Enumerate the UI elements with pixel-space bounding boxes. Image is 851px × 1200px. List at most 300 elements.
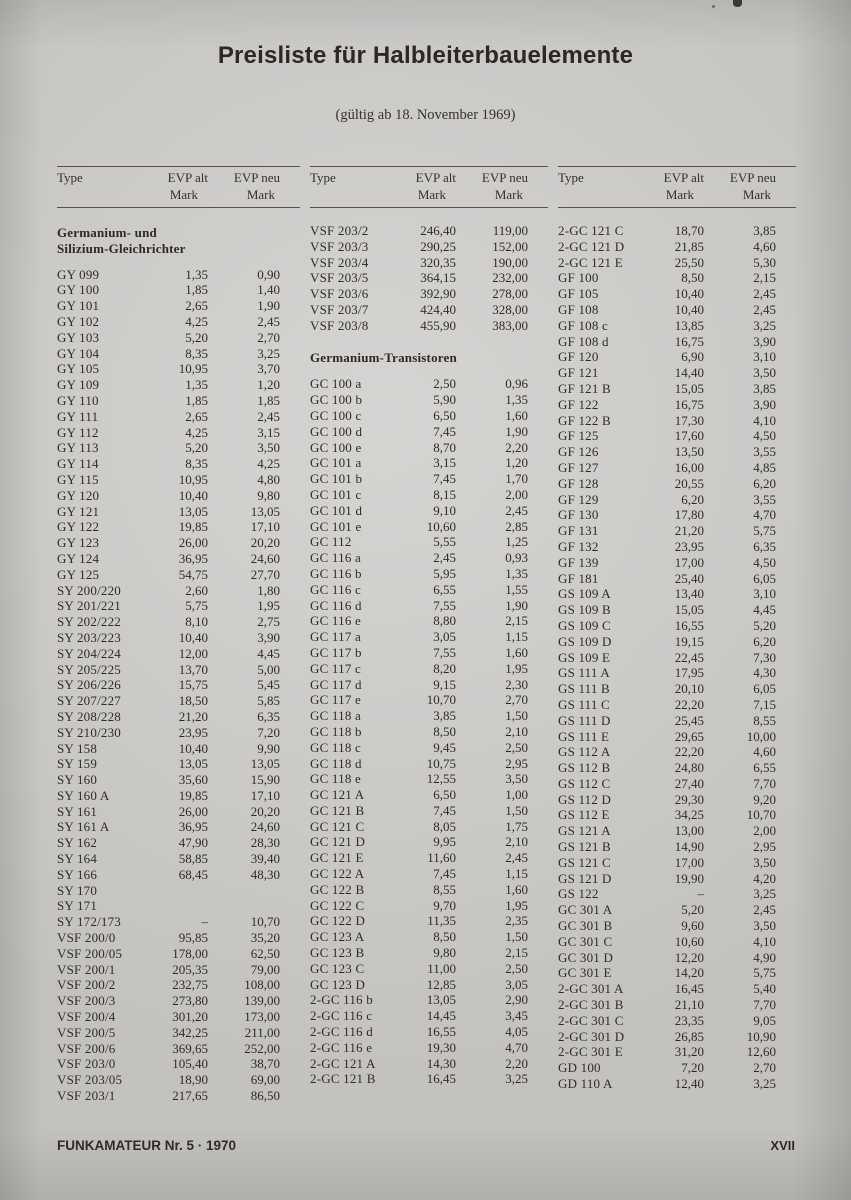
evp-alt-cell: 36,95	[178, 550, 208, 566]
price-column	[558, 166, 796, 1092]
page-title: Preisliste für Halbleiterbauelemente	[217, 42, 634, 69]
table-row	[310, 787, 548, 803]
evp-alt-cell: 369,65	[172, 1040, 208, 1056]
type-cell: GF 126	[558, 444, 599, 460]
type-cell: SY 201/221	[57, 598, 121, 614]
evp-neu-cell: 4,20	[753, 870, 776, 886]
evp-neu-cell: 3,85	[753, 223, 776, 238]
evp-alt-cell: 26,00	[178, 803, 208, 819]
evp-neu-cell: 3,25	[505, 1071, 528, 1087]
table-row	[310, 598, 548, 614]
evp-neu-cell: 4,85	[753, 459, 776, 475]
table-row	[57, 630, 300, 646]
type-cell: SY 207/227	[57, 693, 121, 709]
table-row	[310, 424, 548, 440]
table-row	[310, 550, 548, 566]
evp-neu-cell: 278,00	[492, 286, 528, 302]
evp-alt-cell: 10,75	[426, 755, 456, 771]
table-row	[558, 902, 796, 918]
type-cell: GC 123 A	[310, 929, 365, 945]
type-cell: SY 164	[57, 851, 98, 867]
evp-alt-cell: 21,85	[674, 238, 704, 254]
type-cell: GC 101 a	[310, 455, 362, 471]
evp-alt-cell: 95,85	[178, 930, 208, 946]
evp-neu-cell: 6,55	[753, 760, 776, 776]
table-row	[57, 898, 300, 914]
type-cell: VSF 200/2	[57, 977, 116, 993]
evp-alt-cell: 15,05	[674, 380, 704, 396]
evp-alt-cell: 15,75	[178, 677, 208, 693]
evp-alt-cell: 6,90	[681, 349, 704, 365]
evp-alt-cell: 9,80	[433, 945, 456, 961]
table-row	[558, 823, 796, 839]
evp-alt-cell: 10,40	[674, 286, 704, 302]
evp-neu-cell: 9,20	[753, 791, 776, 807]
table-row	[57, 488, 300, 504]
type-cell: SY 210/230	[57, 724, 121, 740]
evp-alt-cell: 424,40	[420, 301, 456, 317]
table-row	[57, 282, 300, 298]
evp-alt-cell: 23,35	[674, 1012, 704, 1028]
table-row	[57, 377, 300, 393]
table-row	[310, 692, 548, 708]
evp-neu-cell: 4,50	[753, 554, 776, 570]
table-row	[558, 413, 796, 429]
header-unit-neu: Mark	[742, 186, 771, 202]
evp-alt-cell: 29,65	[674, 728, 704, 744]
evp-alt-cell: 17,00	[674, 554, 704, 570]
type-cell: SY 166	[57, 866, 98, 882]
type-cell: SY 161	[57, 803, 98, 819]
evp-neu-cell: 2,90	[505, 992, 528, 1008]
table-row	[57, 835, 300, 851]
evp-neu-cell: 4,50	[753, 428, 776, 444]
type-cell: 2-GC 116 c	[310, 1008, 373, 1024]
evp-neu-cell: 328,00	[492, 301, 528, 317]
table-row	[310, 803, 548, 819]
type-cell: SY 205/225	[57, 661, 121, 677]
evp-neu-cell: 1,15	[505, 629, 528, 645]
type-cell: VSF 200/1	[57, 961, 116, 977]
evp-neu-cell: 1,90	[505, 597, 528, 613]
evp-alt-cell: 13,40	[674, 586, 704, 602]
table-row	[558, 334, 796, 350]
type-cell: 2-GC 116 e	[310, 1039, 373, 1055]
evp-neu-cell: 3,50	[257, 440, 280, 456]
evp-alt-cell: 10,95	[178, 361, 208, 377]
evp-alt-cell: 15,05	[674, 602, 704, 618]
table-row	[310, 255, 548, 271]
evp-neu-cell: 152,00	[492, 238, 528, 254]
evp-neu-cell: 6,35	[753, 538, 776, 554]
column-header	[310, 166, 548, 208]
evp-alt-cell: 392,90	[420, 286, 456, 302]
evp-neu-cell: 2,85	[505, 518, 528, 534]
type-cell: GF 132	[558, 538, 599, 554]
evp-alt-cell: 9,45	[433, 739, 456, 755]
type-cell: 2-GC 301 C	[558, 1012, 624, 1028]
table-row	[310, 898, 548, 914]
table-row	[310, 519, 548, 535]
type-cell: GF 108	[558, 301, 599, 317]
evp-neu-cell: 17,10	[250, 787, 280, 803]
evp-neu-cell: 1,60	[505, 881, 528, 897]
evp-alt-cell: 16,00	[674, 459, 704, 475]
type-cell: GC 123 B	[310, 945, 365, 961]
type-cell: GF 139	[558, 554, 599, 570]
evp-neu-cell: 20,20	[250, 535, 280, 551]
type-cell: GF 100	[558, 270, 599, 286]
evp-alt-cell: 205,35	[172, 961, 208, 977]
evp-alt-cell: 10,60	[426, 518, 456, 534]
type-cell: GC 101 d	[310, 502, 363, 518]
evp-alt-cell: 18,70	[674, 223, 704, 238]
evp-alt-cell: 7,45	[433, 423, 456, 439]
table-row	[558, 318, 796, 334]
table-row	[57, 867, 300, 883]
table-row	[57, 535, 300, 551]
evp-neu-cell: 7,30	[753, 649, 776, 665]
table-row	[558, 507, 796, 523]
evp-neu-cell: 119,00	[492, 223, 528, 238]
table-row	[558, 792, 796, 808]
table-row	[558, 523, 796, 539]
evp-alt-cell: 5,90	[433, 392, 456, 408]
evp-neu-cell: 3,85	[753, 380, 776, 396]
evp-alt-cell: 6,50	[433, 787, 456, 803]
table-row	[57, 1025, 300, 1041]
type-cell: GC 121 C	[310, 818, 365, 834]
table-row	[57, 583, 300, 599]
evp-neu-cell: 4,30	[753, 665, 776, 681]
table-row	[57, 440, 300, 456]
evp-neu-cell: 1,40	[257, 282, 280, 298]
evp-neu-cell: 1,00	[505, 787, 528, 803]
table-row	[310, 408, 548, 424]
type-cell: GC 122 B	[310, 881, 365, 897]
evp-neu-cell: 48,30	[250, 866, 280, 882]
table-row	[558, 302, 796, 318]
evp-alt-cell: 20,10	[674, 681, 704, 697]
header-evp-neu: EVP neu	[729, 170, 776, 185]
evp-alt-cell: 31,20	[674, 1044, 704, 1060]
type-cell: GC 101 c	[310, 486, 362, 502]
evp-neu-cell: 1,60	[505, 644, 528, 660]
type-cell: GC 117 c	[310, 660, 361, 676]
column-header	[558, 166, 796, 208]
type-cell: GC 100 b	[310, 392, 363, 408]
type-cell: 2-GC 301 A	[558, 981, 624, 997]
table-row	[57, 614, 300, 630]
table-row	[558, 965, 796, 981]
table-row	[57, 1009, 300, 1025]
evp-neu-cell: 35,20	[250, 930, 280, 946]
evp-neu-cell: 5,85	[257, 693, 280, 709]
type-cell: GC 301 D	[558, 949, 614, 965]
header-evp-alt: EVP alt	[167, 170, 208, 185]
table-row	[310, 961, 548, 977]
evp-alt-cell: 21,20	[178, 708, 208, 724]
evp-alt-cell: 246,40	[420, 223, 456, 238]
evp-neu-cell: 2,95	[753, 839, 776, 855]
evp-neu-cell: 1,85	[257, 392, 280, 408]
evp-neu-cell: 5,40	[753, 981, 776, 997]
table-row	[57, 693, 300, 709]
type-cell: GC 116 b	[310, 565, 362, 581]
type-cell: GS 109 A	[558, 586, 611, 602]
type-cell: GY 099	[57, 266, 100, 282]
evp-neu-cell: 1,15	[505, 866, 528, 882]
table-row	[558, 618, 796, 634]
table-row	[558, 744, 796, 760]
evp-alt-cell: 2,60	[185, 582, 208, 598]
table-row	[57, 504, 300, 520]
evp-neu-cell: 2,20	[505, 1055, 528, 1071]
evp-alt-cell: 13,05	[426, 992, 456, 1008]
table-row	[558, 586, 796, 602]
evp-alt-cell: 12,20	[674, 949, 704, 965]
evp-neu-cell: 3,50	[505, 771, 528, 787]
evp-neu-cell: 2,45	[505, 850, 528, 866]
evp-alt-cell: 14,45	[426, 1008, 456, 1024]
table-row	[558, 460, 796, 476]
type-cell: GC 100 c	[310, 407, 362, 423]
table-row	[558, 918, 796, 934]
type-cell: GF 125	[558, 428, 599, 444]
type-cell: 2-GC 121 C	[558, 223, 624, 238]
evp-alt-cell: 11,00	[427, 960, 456, 976]
type-cell: GS 111 E	[558, 728, 610, 744]
evp-neu-cell: 3,90	[753, 396, 776, 412]
table-row	[57, 519, 300, 535]
table-row	[558, 286, 796, 302]
evp-neu-cell: 1,20	[505, 455, 528, 471]
type-cell: GC 301 E	[558, 965, 612, 981]
evp-neu-cell: 7,20	[257, 724, 280, 740]
table-row	[57, 819, 300, 835]
evp-alt-cell: –	[697, 886, 704, 902]
type-cell: SY 206/226	[57, 677, 121, 693]
evp-neu-cell: 27,70	[250, 566, 280, 582]
type-cell: GS 112 D	[558, 791, 612, 807]
type-cell: GS 109 B	[558, 602, 611, 618]
header-unit-neu: Mark	[494, 186, 523, 202]
type-cell: VSF 203/6	[310, 286, 369, 302]
evp-alt-cell: 9,95	[433, 834, 456, 850]
evp-neu-cell: 10,70	[250, 914, 280, 930]
type-cell: SY 161 A	[57, 819, 110, 835]
table-row	[558, 934, 796, 950]
evp-alt-cell: 1,85	[185, 282, 208, 298]
evp-alt-cell: 17,00	[674, 854, 704, 870]
type-cell: VSF 203/5	[310, 270, 369, 286]
evp-neu-cell: 6,20	[753, 475, 776, 491]
table-row	[57, 1041, 300, 1057]
table-row	[310, 318, 548, 334]
table-row	[558, 492, 796, 508]
type-cell: GY 114	[57, 456, 99, 472]
type-cell: VSF 200/0	[57, 930, 116, 946]
column-header	[57, 166, 300, 208]
header-unit-neu: Mark	[246, 186, 275, 202]
evp-alt-cell: 29,30	[674, 791, 704, 807]
type-cell: 2-GC 121 D	[558, 238, 625, 254]
evp-alt-cell: 16,55	[674, 617, 704, 633]
type-cell: GC 121 E	[310, 850, 364, 866]
evp-neu-cell: 15,90	[250, 772, 280, 788]
evp-alt-cell: 17,95	[674, 665, 704, 681]
table-row	[558, 476, 796, 492]
table-row	[57, 804, 300, 820]
type-cell: SY 159	[57, 756, 98, 772]
evp-neu-cell: 1,95	[257, 598, 280, 614]
type-cell: GD 100	[558, 1060, 601, 1076]
table-row	[558, 428, 796, 444]
table-row	[310, 613, 548, 629]
type-cell: GC 117 e	[310, 692, 361, 708]
evp-alt-cell: 13,70	[178, 661, 208, 677]
type-cell: GS 121 D	[558, 870, 612, 886]
evp-alt-cell: 3,85	[433, 708, 456, 724]
table-row	[558, 776, 796, 792]
evp-neu-cell: 2,45	[753, 902, 776, 918]
evp-alt-cell: 19,85	[178, 787, 208, 803]
evp-neu-cell: 24,60	[250, 550, 280, 566]
table-row	[558, 665, 796, 681]
evp-neu-cell: 7,15	[753, 696, 776, 712]
evp-neu-cell: 2,45	[505, 502, 528, 518]
evp-alt-cell: 22,45	[674, 649, 704, 665]
evp-neu-cell: 4,60	[753, 238, 776, 254]
table-row	[57, 551, 300, 567]
table-row	[558, 855, 796, 871]
type-cell: 2-GC 301 B	[558, 997, 624, 1013]
table-row	[310, 819, 548, 835]
section-title: Germanium- und Silizium-Gleichrichter	[57, 225, 186, 256]
evp-alt-cell: 10,95	[178, 471, 208, 487]
table-row	[558, 1044, 796, 1060]
evp-neu-cell: 2,15	[753, 270, 776, 286]
evp-neu-cell: 1,35	[505, 392, 528, 408]
table-row	[558, 729, 796, 745]
type-cell: GF 105	[558, 286, 599, 302]
evp-neu-cell: 62,50	[250, 945, 280, 961]
table-row	[310, 945, 548, 961]
type-cell: VSF 203/0	[57, 1056, 116, 1072]
table-row	[57, 741, 300, 757]
evp-neu-cell: 1,90	[257, 298, 280, 314]
evp-alt-cell: 16,55	[426, 1024, 456, 1040]
evp-alt-cell: 301,20	[172, 1009, 208, 1025]
evp-neu-cell: 383,00	[492, 317, 528, 333]
evp-neu-cell: 4,25	[257, 456, 280, 472]
type-cell: GC 301 A	[558, 902, 613, 918]
columns	[57, 166, 796, 1104]
type-cell: GF 129	[558, 491, 599, 507]
table-row	[310, 270, 548, 286]
type-cell: VSF 203/2	[310, 223, 369, 238]
header-evp-neu: EVP neu	[233, 170, 280, 185]
evp-alt-cell: 13,05	[178, 503, 208, 519]
evp-alt-cell: 7,45	[433, 802, 456, 818]
type-cell: GS 109 D	[558, 633, 612, 649]
evp-alt-cell: 10,40	[178, 487, 208, 503]
evp-neu-cell: 3,10	[753, 349, 776, 365]
type-cell: GF 108 d	[558, 333, 609, 349]
evp-alt-cell: 14,20	[674, 965, 704, 981]
type-cell: GC 117 a	[310, 629, 361, 645]
type-cell: GS 122	[558, 886, 599, 902]
table-row	[310, 534, 548, 550]
type-cell: GC 116 d	[310, 597, 362, 613]
table-row	[310, 286, 548, 302]
evp-neu-cell: 2,10	[505, 723, 528, 739]
type-cell: VSF 203/7	[310, 301, 369, 317]
evp-neu-cell: 2,70	[505, 692, 528, 708]
table-row	[57, 1056, 300, 1072]
table-row	[57, 456, 300, 472]
header-spacer	[310, 187, 374, 204]
evp-alt-cell: 13,00	[674, 823, 704, 839]
type-cell: GF 121 B	[558, 380, 611, 396]
header-spacer	[558, 187, 622, 204]
evp-neu-cell: 1,60	[505, 407, 528, 423]
evp-neu-cell: 108,00	[244, 977, 280, 993]
evp-alt-cell: 35,60	[178, 772, 208, 788]
type-cell: GS 111 A	[558, 665, 610, 681]
evp-neu-cell: 3,45	[505, 1008, 528, 1024]
evp-neu-cell: 3,50	[753, 365, 776, 381]
evp-neu-cell: 2,15	[505, 613, 528, 629]
table-row	[310, 392, 548, 408]
evp-alt-cell	[136, 883, 208, 899]
evp-neu-cell: 9,80	[257, 487, 280, 503]
evp-alt-cell: 364,15	[420, 270, 456, 286]
evp-neu-cell: 1,35	[505, 565, 528, 581]
evp-neu-cell: 1,50	[505, 708, 528, 724]
evp-alt-cell: 7,45	[433, 471, 456, 487]
evp-neu-cell: 1,80	[257, 582, 280, 598]
evp-neu-cell: 17,10	[250, 519, 280, 535]
type-cell: GC 118 b	[310, 723, 362, 739]
table-row	[558, 397, 796, 413]
type-cell: GC 122 A	[310, 866, 365, 882]
evp-alt-cell: 11,35	[427, 913, 456, 929]
evp-neu-cell: 2,70	[753, 1060, 776, 1076]
evp-alt-cell: 320,35	[420, 254, 456, 270]
table-row	[57, 298, 300, 314]
evp-neu-cell: 38,70	[250, 1056, 280, 1072]
evp-alt-cell: 8,15	[433, 486, 456, 502]
table-row	[57, 361, 300, 377]
table-row	[57, 725, 300, 741]
evp-neu-cell: 173,00	[244, 1009, 280, 1025]
table-row	[558, 365, 796, 381]
type-cell: GS 121 C	[558, 854, 611, 870]
evp-alt-cell: 34,25	[674, 807, 704, 823]
type-cell: SY 160	[57, 772, 98, 788]
header-unit-alt: Mark	[169, 186, 198, 202]
table-row	[57, 962, 300, 978]
table-row	[310, 566, 548, 582]
evp-neu-cell: 139,00	[244, 993, 280, 1009]
evp-neu-cell: 1,75	[505, 818, 528, 834]
evp-neu-cell: 3,05	[505, 976, 528, 992]
evp-alt-cell: 13,85	[674, 317, 704, 333]
evp-alt-cell: 8,70	[433, 439, 456, 455]
evp-neu-cell: 4,90	[753, 949, 776, 965]
table-row	[558, 807, 796, 823]
